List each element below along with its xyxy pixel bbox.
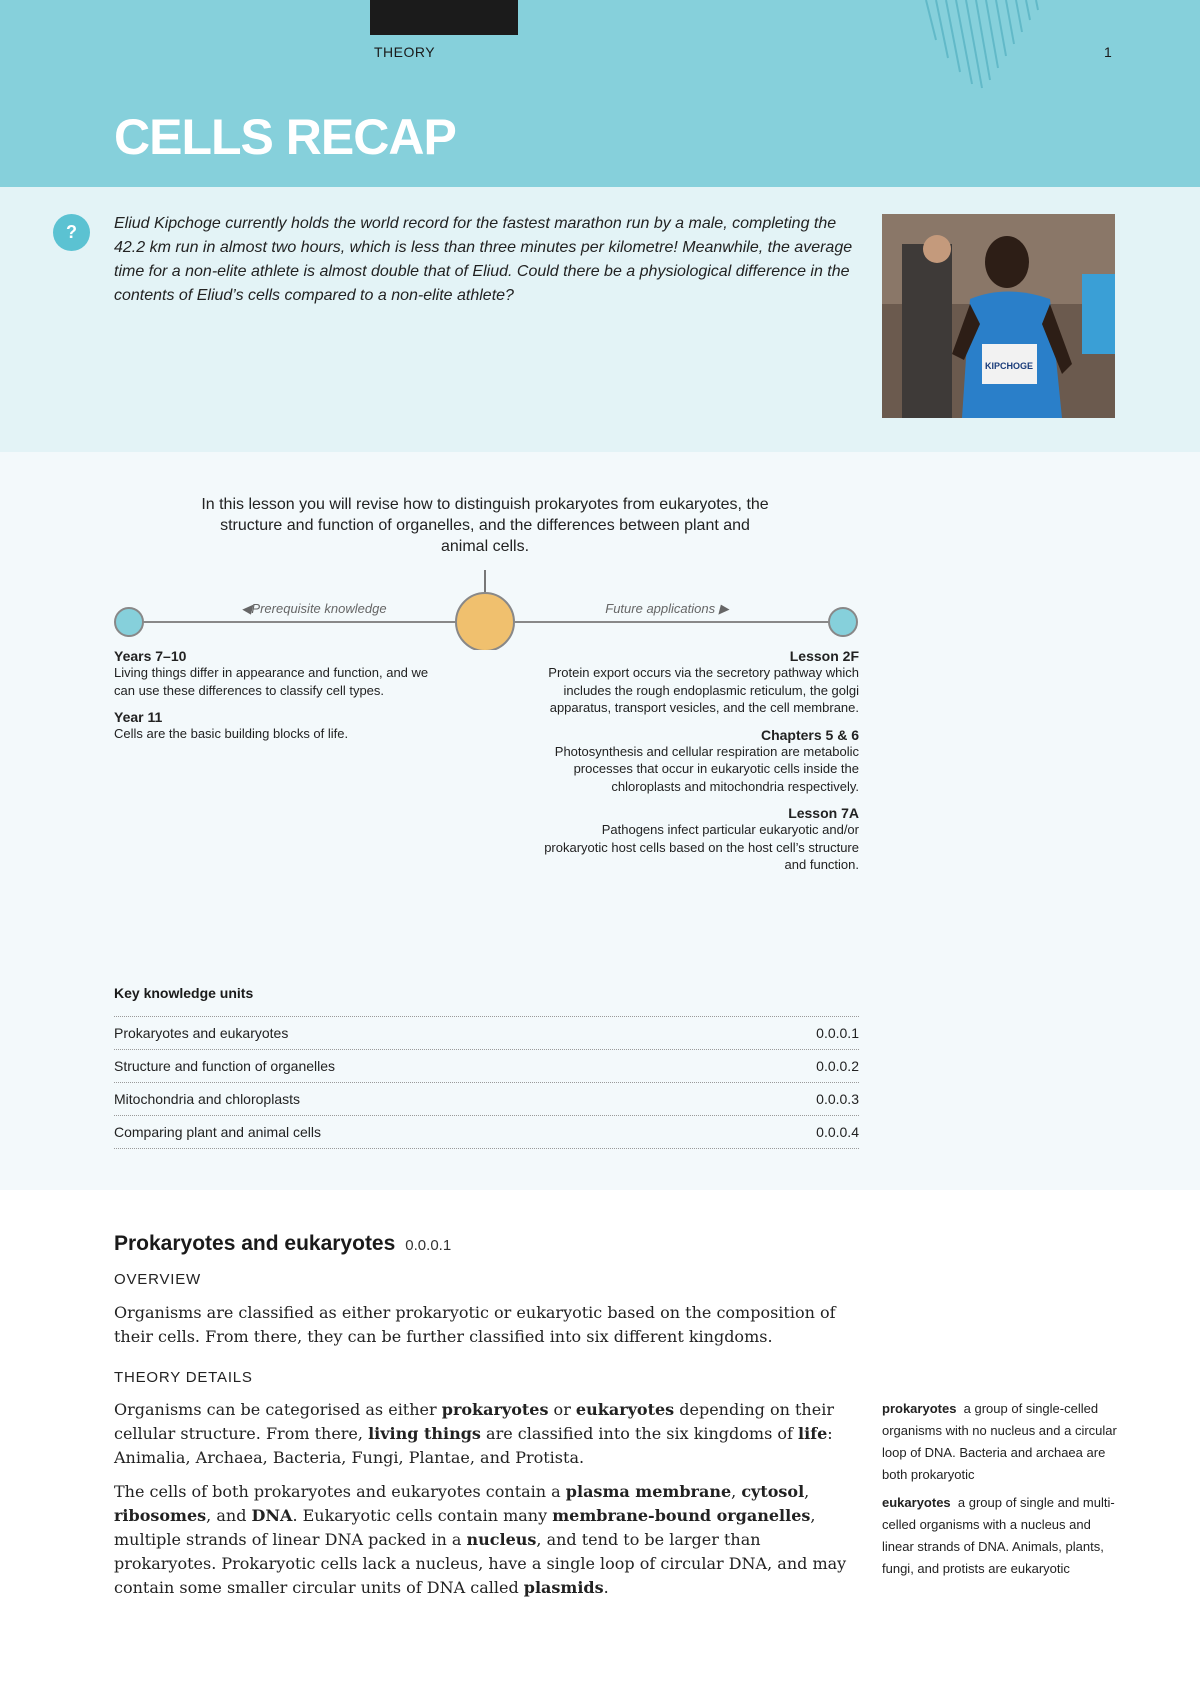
prerequisite-label: ◀Prerequisite knowledge: [241, 601, 387, 616]
page-title: CELLS RECAP: [114, 109, 456, 165]
section-label: THEORY: [374, 44, 436, 60]
prerequisite-text: Cells are the basic building blocks of life.: [114, 726, 349, 741]
prerequisite-heading: Years 7–10: [114, 648, 187, 664]
glossary: [882, 1398, 1122, 1586]
glossary-definition: a group of single and multi-celled organisms with a nucleus and linear strands of DNA. Animals, plants, fungi, and protists are eukaryotic: [882, 1495, 1115, 1576]
prerequisite-text: Living things differ in appearance and function, and we can use these differences to classify cell types.: [114, 665, 429, 698]
glossary-term: prokaryotes: [882, 1401, 957, 1416]
key-unit-row: [114, 1116, 859, 1149]
timeline: [100, 570, 880, 650]
section-code: 0.0.0.1: [405, 1237, 452, 1254]
key-unit-code: 0.0.0.1: [816, 1025, 859, 1041]
key-unit-code: 0.0.0.3: [816, 1091, 859, 1107]
prerequisite-column: [114, 648, 434, 743]
prerequisite-heading: Year 11: [114, 709, 163, 725]
timeline-start-node: [115, 608, 143, 636]
key-unit-row: [114, 1083, 859, 1116]
section-heading: [114, 1232, 451, 1256]
key-units-title: Key knowledge units: [114, 985, 254, 1001]
key-unit-row: [114, 1017, 859, 1050]
athlete-photo: [882, 214, 1115, 418]
future-text: Protein export occurs via the secretory pathway which includes the rough endoplasmic reticulum, the golgi apparatus, transport vesicles, and the cell membrane.: [548, 665, 859, 715]
header-tab: [370, 0, 518, 35]
future-heading: Chapters 5 & 6: [760, 726, 859, 743]
question-icon: ?: [53, 214, 90, 251]
key-unit-row: [114, 1050, 859, 1083]
page-number: 1: [1104, 44, 1112, 60]
future-heading: Lesson 7A: [788, 805, 859, 821]
glossary-item: [882, 1492, 1122, 1580]
intro-text: Eliud Kipchoge currently holds the world record for the fastest marathon run by a male, completing the 42.2 km run in almost two hours, which is less than three minutes per kilometre! Meanwhile, the average time for a non-elite athlete is almost double that of Eliud. Could there be a physiological difference in the contents of Eliud’s cells compared to a non-elite athlete?: [114, 215, 853, 304]
theory-paragraph-2: The cells of both prokaryotes and eukaryotes contain a plasma membrane, cytosol, ribosomes, and DNA. Eukaryotic cells contain many membrane-bound organelles, multiple strands of linear DNA packed in a nucleus, and tend to be larger than prokaryotes. Prokaryotic cells lack a nucleus, have a single loop of circular DNA, and may contain some smaller circular units of DNA called plasmids.: [114, 1482, 847, 1597]
key-unit-name: Structure and function of organelles: [114, 1058, 336, 1074]
section-title: Prokaryotes and eukaryotes: [114, 1232, 396, 1255]
future-label: Future applications ▶: [605, 601, 729, 616]
overview-text: Organisms are classified as either prokaryotic or eukaryotic based on the composition of their cells. From there, they can be further classified into six different kingdoms.: [114, 1303, 836, 1346]
key-unit-name: Prokaryotes and eukaryotes: [114, 1025, 289, 1041]
future-heading: Lesson 2F: [789, 648, 859, 664]
timeline-end-node: [829, 608, 857, 636]
future-text: Photosynthesis and cellular respiration are metabolic processes that occur in eukaryotic cells inside the chloroplasts and mitochondria respectively.: [554, 743, 859, 794]
glossary-definition: a group of single-celled organisms with no nucleus and a circular loop of DNA. Bacteria and archaea are both prokaryotic: [882, 1401, 1117, 1482]
key-unit-name: Comparing plant and animal cells: [114, 1124, 321, 1140]
glossary-item: [882, 1398, 1122, 1486]
future-text: Pathogens infect particular eukaryotic and/or prokaryotic host cells based on the host cell’s structure and function.: [544, 822, 859, 872]
key-unit-code: 0.0.0.2: [816, 1058, 859, 1074]
timeline-center-node: [456, 593, 514, 650]
lesson-intro: In this lesson you will revise how to distinguish prokaryotes from eukaryotes, the structure and function of organelles, and the differences between plant and animal cells.: [201, 496, 769, 555]
glossary-term: eukaryotes: [882, 1495, 951, 1510]
theory-paragraph-1: Organisms can be categorised as either prokaryotes or eukaryotes depending on their cellular structure. From there, living things are classified into the six kingdoms of life: Animalia, Archaea, Bacteria, Fungi, Plantae, and Protista.: [114, 1400, 834, 1467]
decorative-stripes: [920, 0, 1080, 90]
overview-label: OVERVIEW: [114, 1271, 201, 1288]
key-units-table: [114, 1016, 859, 1149]
key-unit-name: Mitochondria and chloroplasts: [114, 1091, 300, 1107]
future-column: [535, 648, 859, 874]
theory-details-label: THEORY DETAILS: [114, 1369, 253, 1386]
photo-bib-text: KIPCHOGE: [984, 361, 1034, 371]
key-unit-code: 0.0.0.4: [816, 1124, 859, 1140]
